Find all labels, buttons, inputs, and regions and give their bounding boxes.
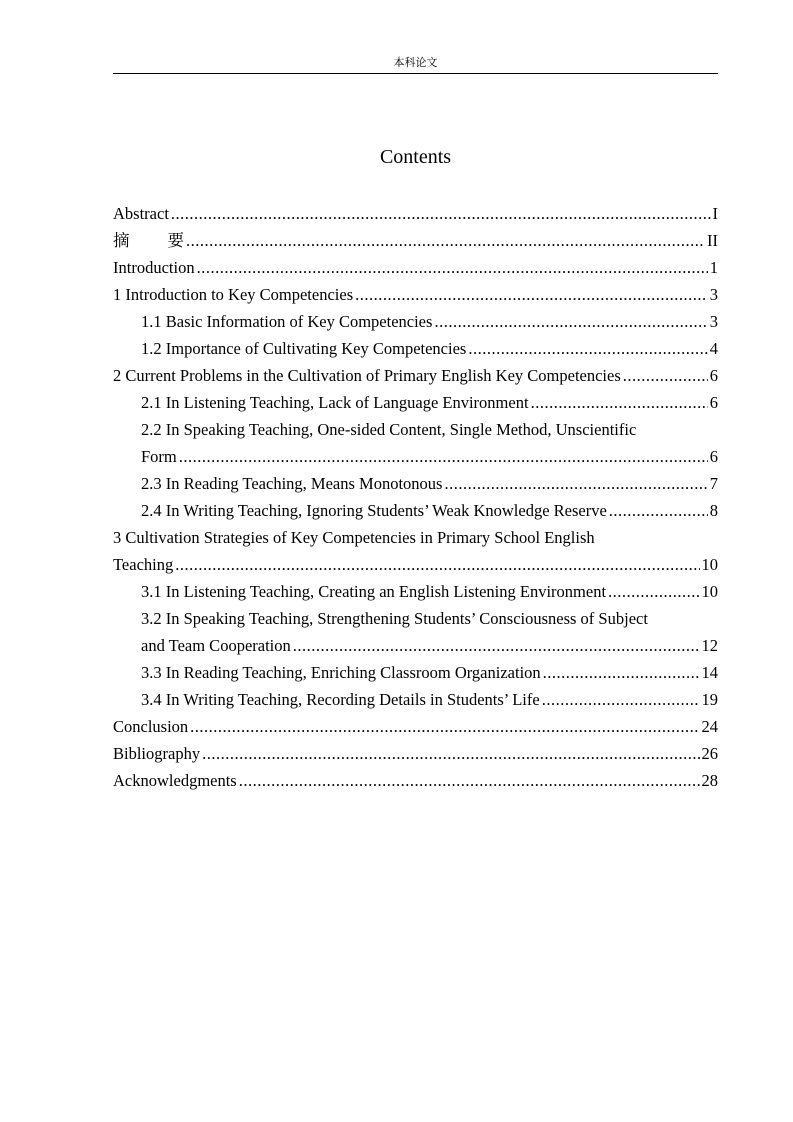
- toc-page-number: 12: [701, 636, 718, 655]
- toc-leader-dots: [171, 200, 711, 227]
- toc-entry-introduction[interactable]: [113, 254, 718, 281]
- toc-entry-label: 2.1 In Listening Teaching, Lack of Language Environment: [141, 393, 529, 412]
- toc-leader-dots: [543, 659, 700, 686]
- toc-leader-dots: [293, 632, 700, 659]
- header-rule: [113, 73, 718, 74]
- toc-page-number: 10: [701, 555, 718, 574]
- toc-leader-dots: [444, 470, 707, 497]
- toc-leader-dots: [190, 713, 699, 740]
- toc-entry-chapter-2[interactable]: [113, 362, 718, 389]
- toc-page-number: 3: [709, 285, 718, 304]
- toc-page-number: 6: [709, 393, 718, 412]
- toc-entry-label: 1 Introduction to Key Competencies: [113, 285, 354, 304]
- toc-entry-label: Abstract: [113, 204, 169, 223]
- toc-page-number: 28: [701, 771, 718, 790]
- toc-leader-dots: [239, 767, 700, 794]
- toc-leader-dots: [623, 362, 708, 389]
- toc-leader-dots: [434, 308, 707, 335]
- toc-title: Contents: [379, 146, 452, 168]
- toc-entry-section-3-3[interactable]: [113, 659, 718, 686]
- toc-entry-section-3-2-line1[interactable]: 3.2 In Speaking Teaching, Strengthening Students’ Consciousness of Subject: [141, 609, 648, 628]
- toc-entry-conclusion[interactable]: [113, 713, 718, 740]
- toc-leader-dots: [179, 443, 708, 470]
- toc-entry-chinese-abstract[interactable]: [113, 227, 718, 254]
- toc-page-number: 6: [709, 447, 718, 466]
- toc-page-number: I: [712, 204, 718, 223]
- toc-entry-bibliography[interactable]: [113, 740, 718, 767]
- table-of-contents: [113, 200, 718, 794]
- toc-entry-section-1-1[interactable]: [113, 308, 718, 335]
- toc-leader-dots: [175, 551, 699, 578]
- toc-leader-dots: [355, 281, 708, 308]
- toc-entry-chapter-3-line1[interactable]: 3 Cultivation Strategies of Key Competencies in Primary School English: [113, 528, 595, 547]
- toc-page-number: 10: [701, 582, 718, 601]
- toc-entry-section-2-2-line1[interactable]: 2.2 In Speaking Teaching, One-sided Content, Single Method, Unscientific: [141, 420, 637, 439]
- toc-entry-section-3-4[interactable]: [113, 686, 718, 713]
- toc-page-number: 26: [701, 744, 718, 763]
- toc-entry-section-1-2[interactable]: [113, 335, 718, 362]
- toc-entry-label: 2.3 In Reading Teaching, Means Monotonous: [141, 474, 443, 493]
- toc-leader-dots: [468, 335, 707, 362]
- toc-page-number: 8: [709, 501, 718, 520]
- toc-entry-label: Conclusion: [113, 717, 189, 736]
- toc-entry-acknowledgments[interactable]: [113, 767, 718, 794]
- toc-leader-dots: [197, 254, 708, 281]
- toc-entry-label-part: 要: [167, 231, 184, 250]
- toc-leader-dots: [202, 740, 699, 767]
- toc-page-number: 4: [709, 339, 718, 358]
- toc-entry-label: and Team Cooperation: [141, 636, 291, 655]
- toc-page-number: II: [707, 231, 718, 250]
- toc-entry-label: Form: [141, 447, 177, 466]
- toc-page-number: 6: [709, 366, 718, 385]
- toc-page-number: 1: [709, 258, 718, 277]
- toc-entry-abstract[interactable]: [113, 200, 718, 227]
- toc-page-number: 24: [701, 717, 718, 736]
- toc-page-number: 3: [709, 312, 718, 331]
- toc-entry-label: 2.4 In Writing Teaching, Ignoring Students’ Weak Knowledge Reserve: [141, 501, 607, 520]
- toc-entry-label: 3.1 In Listening Teaching, Creating an English Listening Environment: [141, 582, 607, 601]
- toc-page-number: 7: [709, 474, 718, 493]
- toc-page-number: 14: [701, 663, 718, 682]
- toc-entry-section-2-3[interactable]: [113, 470, 718, 497]
- toc-leader-dots: [608, 578, 699, 605]
- toc-leader-dots: [186, 227, 705, 254]
- toc-entry-section-3-1[interactable]: [113, 578, 718, 605]
- toc-leader-dots: [609, 497, 708, 524]
- toc-entry-chapter-1[interactable]: [113, 281, 718, 308]
- toc-entry-label: 2 Current Problems in the Cultivation of Primary English Key Competencies: [113, 366, 621, 385]
- toc-entry-section-3-2[interactable]: [113, 632, 718, 659]
- toc-entry-label: Teaching: [113, 555, 174, 574]
- toc-entry-label: 3.3 In Reading Teaching, Enriching Classroom Organization: [141, 663, 541, 682]
- toc-entry-label-part: 摘: [113, 231, 130, 250]
- toc-entry-chapter-3[interactable]: [113, 551, 718, 578]
- toc-entry-section-2-1[interactable]: [113, 389, 718, 416]
- toc-entry-label: Bibliography: [113, 744, 201, 763]
- toc-entry-label: 1.1 Basic Information of Key Competencies: [141, 312, 433, 331]
- toc-entry-label: 3.4 In Writing Teaching, Recording Details in Students’ Life: [141, 690, 540, 709]
- toc-entry-label: Introduction: [113, 258, 195, 277]
- toc-entry-section-2-4[interactable]: [113, 497, 718, 524]
- toc-entry-label: Acknowledgments: [113, 771, 237, 790]
- toc-leader-dots: [531, 389, 708, 416]
- running-header: 本科论文: [393, 57, 438, 69]
- toc-entry-section-2-2[interactable]: [113, 443, 718, 470]
- toc-leader-dots: [542, 686, 700, 713]
- toc-entry-label: 1.2 Importance of Cultivating Key Competencies: [141, 339, 467, 358]
- toc-page-number: 19: [701, 690, 718, 709]
